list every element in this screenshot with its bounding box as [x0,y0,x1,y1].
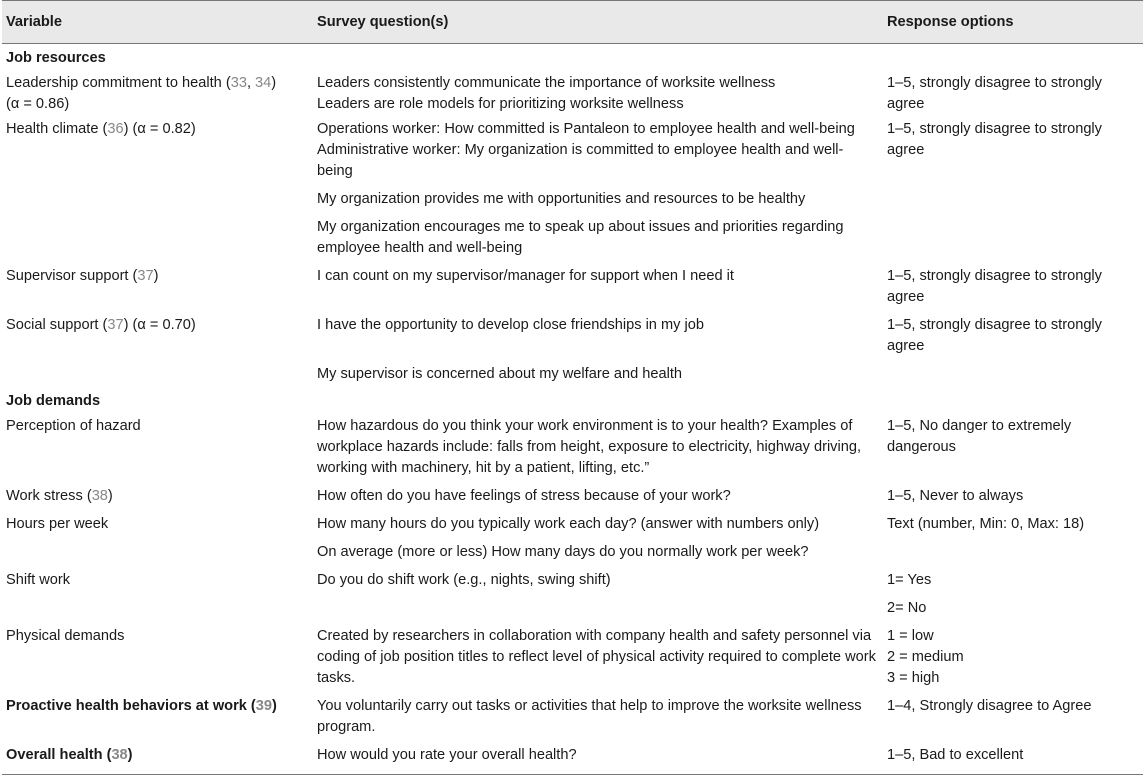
response-text: 3 = high [887,670,940,686]
variable-cell: Perception of hazard [6,418,141,434]
response-cell [883,184,1143,212]
response-cell: 1–4, Strongly disagree to Agree [887,698,1092,714]
question-cell: I have the opportunity to develop close friendships in my job [317,317,704,333]
variable-text: ) [153,268,159,284]
table-row [2,740,1143,775]
section-job-resources: Job resources [6,50,106,66]
variable-cell [2,71,313,117]
response-cell: 1= Yes [887,572,932,588]
header-variable: Variable [2,1,313,44]
question-text: Leaders are role models for prioritizing worksite wellness [317,96,684,112]
variable-text: ) [272,698,277,714]
response-cell: Text (number, Min: 0, Max: 18) [887,516,1085,532]
reference-link[interactable]: 37 [137,268,154,284]
reference-link[interactable]: 34 [255,75,272,91]
variable-text: Social support ( [6,317,108,333]
table-row [2,117,1143,184]
response-cell: 1–5, Never to always [887,488,1024,504]
question-cell: How would you rate your overall health? [313,740,883,775]
variable-cell [2,537,313,565]
question-cell: I can count on my supervisor/manager for support when I need it [317,268,734,284]
table-row [2,691,1143,740]
table-row [2,537,1143,565]
question-cell: How many hours do you typically work each day? (answer with numbers only) [317,516,820,532]
reference-link[interactable]: 33 [230,75,247,91]
variable-text: ) [271,75,277,91]
variable-cell [2,593,313,621]
response-cell [883,621,1143,691]
variable-cell [2,481,313,509]
table-row [2,414,1143,481]
variable-cell: Hours per week [6,516,109,532]
variable-cell [2,261,313,310]
table-row [2,593,1143,621]
table-row [2,212,1143,261]
question-cell: My organization encourages me to speak up about issues and priorities regarding employee health and well-being [317,219,844,256]
variable-cell [2,117,313,184]
response-cell [883,359,1143,387]
question-cell [313,593,883,621]
variable-cell [2,184,313,212]
reference-link[interactable]: 39 [255,698,273,714]
response-cell: 1–5, Bad to excellent [883,740,1143,775]
variable-text: Work stress ( [6,488,92,504]
table-row [2,71,1143,117]
question-cell: My organization provides me with opportunities and resources to be healthy [317,191,806,207]
question-cell: My supervisor is concerned about my welfare and health [317,366,683,382]
table-row [2,310,1143,359]
variable-text: Overall health ( [6,747,112,763]
response-cell: 1–5, strongly disagree to strongly agree [887,75,1102,112]
variable-cell [2,212,313,261]
table-row [2,359,1143,387]
section-row [2,44,1143,72]
response-cell: 1–5, No danger to extremely dangerous [887,418,1072,455]
response-cell [883,537,1143,565]
question-cell [313,71,883,117]
table-row [2,184,1143,212]
question-cell: Operations worker: How committed is Pantaleon to employee health and well-being Administrative worker: My organization is committed to employee health and well-being [317,121,855,179]
reference-link[interactable]: 36 [107,121,124,137]
variable-text: (α = 0.86) [6,96,70,112]
header-response-options: Response options [883,1,1143,44]
variable-text: Proactive health behaviors at work ( [6,698,256,714]
section-row [2,387,1143,414]
variable-text: ) (α = 0.70) [123,317,196,333]
question-cell: On average (more or less) How many days do you normally work per week? [317,544,809,560]
variable-cell: Shift work [6,572,71,588]
question-cell: Do you do shift work (e.g., nights, swing shift) [317,572,611,588]
table-row [2,509,1143,537]
variable-cell [2,740,313,775]
table-header-row [2,1,1143,44]
variable-text: ) [107,488,113,504]
variable-text: Health climate ( [6,121,108,137]
response-cell: 1–5, strongly disagree to strongly agree [887,268,1102,305]
response-cell [883,212,1143,261]
question-cell: How hazardous do you think your work environment is to your health? Examples of workplace hazards include: falls from height, exposure to electricity, highway driving, working with machinery, hit by a patient, lifting, etc.” [317,418,862,476]
variable-text: Supervisor support ( [6,268,138,284]
reference-link[interactable]: 37 [107,317,124,333]
response-cell: 2= No [887,600,927,616]
variable-cell: Physical demands [6,628,125,644]
question-text: Leaders consistently communicate the importance of worksite wellness [317,75,776,91]
variable-cell [2,310,313,359]
variable-text: ) (α = 0.82) [123,121,196,137]
reference-link[interactable]: 38 [91,488,108,504]
response-cell: 1–5, strongly disagree to strongly agree [887,121,1102,158]
response-cell: 1–5, strongly disagree to strongly agree [887,317,1102,354]
section-job-demands: Job demands [6,393,101,409]
question-cell: Created by researchers in collaboration with company health and safety personnel via coding of job position titles to reflect level of physical activity required to complete work tasks. [317,628,876,686]
header-survey-questions: Survey question(s) [313,1,883,44]
variable-text: Leadership commitment to health ( [6,75,231,91]
question-cell: You voluntarily carry out tasks or activities that help to improve the worksite wellness program. [317,698,862,735]
table-row [2,261,1143,310]
variable-cell [2,359,313,387]
table-row [2,565,1143,593]
table-row [2,621,1143,691]
table-row [2,481,1143,509]
variable-cell [2,691,313,740]
variable-text: , [246,75,256,91]
variable-text: ) [127,747,133,763]
survey-variables-table [2,0,1143,775]
reference-link[interactable]: 38 [111,747,128,763]
response-text: 2 = medium [887,649,964,665]
response-text: 1 = low [887,628,934,644]
question-cell: How often do you have feelings of stress because of your work? [317,488,731,504]
